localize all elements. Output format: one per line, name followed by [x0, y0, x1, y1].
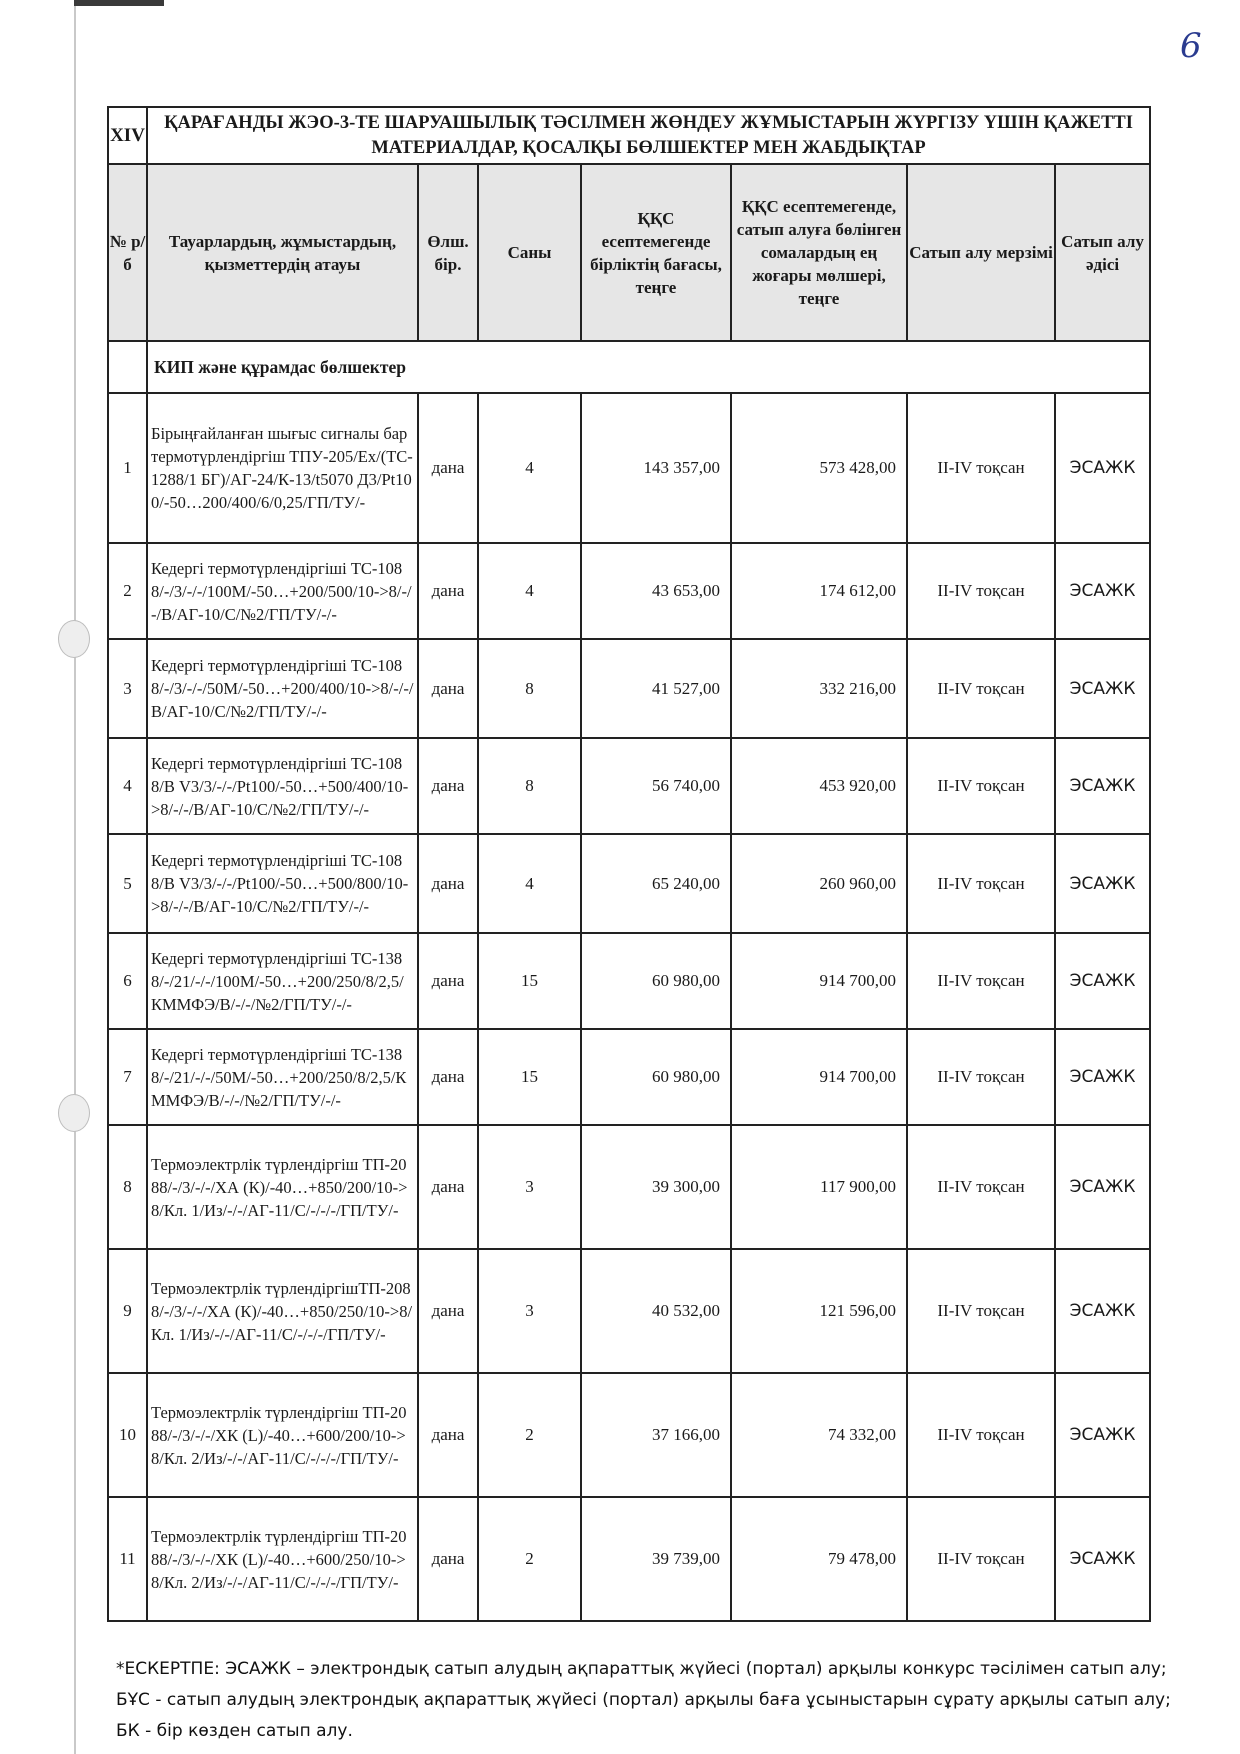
col-header-total: ҚҚС есептемегенде, сатып алуға бөлінген сомалардың ең жоғары мөлшері, теңге	[731, 164, 907, 341]
col-header-period: Сатып алу мерзімі	[907, 164, 1055, 341]
quantity: 8	[478, 639, 581, 738]
section-header-row	[108, 107, 1150, 164]
total-amount: 174 612,00	[731, 543, 907, 639]
row-number: 4	[108, 738, 147, 834]
total-amount: 117 900,00	[731, 1125, 907, 1249]
punch-hole	[58, 1094, 90, 1132]
scan-edge-mark	[74, 0, 164, 6]
unit: дана	[418, 1497, 478, 1621]
row-number: 2	[108, 543, 147, 639]
purchase-period: II-IV тоқсан	[907, 1497, 1055, 1621]
item-name: Кедергі термотүрлендіргіші ТС-1088/-/3/-/-/50М/-50…+200/400/10->8/-/-/В/АГ-10/С/№2/ГП/ТУ/-/-	[147, 639, 418, 738]
table-row	[108, 1497, 1150, 1621]
unit-price: 60 980,00	[581, 1029, 731, 1125]
section-number: XIV	[108, 107, 147, 164]
purchase-method: ЭСАЖК	[1055, 1497, 1150, 1621]
row-number: 3	[108, 639, 147, 738]
total-amount: 453 920,00	[731, 738, 907, 834]
item-name: Термоэлектрлік түрлендіргіш ТП-2088/-/3/-/-/ХК (L)/-40…+600/200/10->8/Кл. 2/Из/-/-/АГ-11/С/-/-/-/ГП/ТУ/-	[147, 1373, 418, 1497]
col-header-qty: Саны	[478, 164, 581, 341]
row-number: 9	[108, 1249, 147, 1373]
scan-edge-line	[74, 0, 76, 1754]
unit-price: 60 980,00	[581, 933, 731, 1029]
unit-price: 143 357,00	[581, 393, 731, 543]
footnote-line: БҰС - сатып алудың электрондық ақпараттық жүйесі (портал) арқылы баға ұсыныстарын сұрату арқылы сатып алу;	[116, 1690, 1171, 1710]
purchase-period: II-IV тоқсан	[907, 933, 1055, 1029]
purchase-period: II-IV тоқсан	[907, 639, 1055, 738]
quantity: 3	[478, 1249, 581, 1373]
total-amount: 74 332,00	[731, 1373, 907, 1497]
unit: дана	[418, 738, 478, 834]
unit-price: 39 739,00	[581, 1497, 731, 1621]
row-number: 10	[108, 1373, 147, 1497]
table-row	[108, 834, 1150, 933]
row-number: 1	[108, 393, 147, 543]
table-row	[108, 933, 1150, 1029]
purchase-method: ЭСАЖК	[1055, 933, 1150, 1029]
table-row	[108, 543, 1150, 639]
item-name: Кедергі термотүрлендіргіші ТС-1388/-/21/-/-/50М/-50…+200/250/8/2,5/КММФЭ/В/-/-/№2/ГП/ТУ/-/-	[147, 1029, 418, 1125]
unit-price: 41 527,00	[581, 639, 731, 738]
row-number: 11	[108, 1497, 147, 1621]
item-name: Кедергі термотүрлендіргіші ТС-1088/В V3/3/-/-/Pt100/-50…+500/800/10->8/-/-/В/АГ-10/С/№2/ГП/ТУ/-/-	[147, 834, 418, 933]
item-name: Бірыңғайланған шығыс сигналы бар термотүрлендіргіш ТПУ-205/Ex/(ТС-1288/1 БГ)/АГ-24/К-13/t5070 Д3/Pt100/-50…200/400/6/0,25/ГП/ТУ/-	[147, 393, 418, 543]
purchase-period: II-IV тоқсан	[907, 1373, 1055, 1497]
table-row	[108, 1125, 1150, 1249]
unit: дана	[418, 1125, 478, 1249]
table-row	[108, 1249, 1150, 1373]
item-name: Термоэлектрлік түрлендіргіш ТП-2088/-/3/-/-/ХА (К)/-40…+850/200/10->8/Кл. 1/Из/-/-/АГ-11/С/-/-/-/ГП/ТУ/-	[147, 1125, 418, 1249]
total-amount: 914 700,00	[731, 1029, 907, 1125]
footnote-line: БК - бір көзден сатып алу.	[116, 1721, 353, 1741]
purchase-method: ЭСАЖК	[1055, 834, 1150, 933]
punch-hole	[58, 620, 90, 658]
col-header-method: Сатып алу әдісі	[1055, 164, 1150, 341]
purchase-period: II-IV тоқсан	[907, 1029, 1055, 1125]
total-amount: 332 216,00	[731, 639, 907, 738]
purchase-period: II-IV тоқсан	[907, 834, 1055, 933]
footnote-line: *ЕСКЕРТПЕ: ЭСАЖК – электрондық сатып алудың ақпараттық жүйесі (портал) арқылы конкурс тәсілімен сатып алу;	[116, 1659, 1167, 1679]
total-amount: 79 478,00	[731, 1497, 907, 1621]
purchase-period: II-IV тоқсан	[907, 738, 1055, 834]
purchase-period: II-IV тоқсан	[907, 1249, 1055, 1373]
row-number: 6	[108, 933, 147, 1029]
page-number: 6	[1180, 26, 1202, 66]
quantity: 4	[478, 543, 581, 639]
purchase-method: ЭСАЖК	[1055, 1249, 1150, 1373]
category-spacer	[108, 341, 147, 393]
quantity: 2	[478, 1497, 581, 1621]
purchase-period: II-IV тоқсан	[907, 543, 1055, 639]
table-row	[108, 393, 1150, 543]
quantity: 3	[478, 1125, 581, 1249]
quantity: 15	[478, 933, 581, 1029]
item-name: Термоэлектрлік түрлендіргіш ТП-2088/-/3/-/-/ХК (L)/-40…+600/250/10->8/Кл. 2/Из/-/-/АГ-11/С/-/-/-/ГП/ТУ/-	[147, 1497, 418, 1621]
unit: дана	[418, 393, 478, 543]
purchase-period: II-IV тоқсан	[907, 1125, 1055, 1249]
quantity: 4	[478, 393, 581, 543]
unit: дана	[418, 639, 478, 738]
quantity: 2	[478, 1373, 581, 1497]
category-row	[108, 341, 1150, 393]
unit: дана	[418, 1029, 478, 1125]
unit-price: 37 166,00	[581, 1373, 731, 1497]
table-row	[108, 639, 1150, 738]
category-label: КИП және құрамдас бөлшектер	[147, 341, 1150, 393]
unit: дана	[418, 834, 478, 933]
unit-price: 39 300,00	[581, 1125, 731, 1249]
purchase-method: ЭСАЖК	[1055, 1373, 1150, 1497]
col-header-price: ҚҚС есептемегенде бірліктің бағасы, теңге	[581, 164, 731, 341]
row-number: 8	[108, 1125, 147, 1249]
table-row	[108, 1029, 1150, 1125]
table-row	[108, 738, 1150, 834]
unit: дана	[418, 543, 478, 639]
col-header-num: № р/б	[108, 164, 147, 341]
unit-price: 56 740,00	[581, 738, 731, 834]
total-amount: 260 960,00	[731, 834, 907, 933]
item-name: Кедергі термотүрлендіргіші ТС-1088/-/3/-/-/100М/-50…+200/500/10->8/-/-/В/АГ-10/С/№2/ГП/ТУ/-/-	[147, 543, 418, 639]
table-row	[108, 1373, 1150, 1497]
purchase-method: ЭСАЖК	[1055, 393, 1150, 543]
row-number: 5	[108, 834, 147, 933]
item-name: Термоэлектрлік түрлендіргішТП-2088/-/3/-/-/ХА (К)/-40…+850/250/10->8/Кл. 1/Из/-/-/АГ-11/С/-/-/-/ГП/ТУ/-	[147, 1249, 418, 1373]
unit: дана	[418, 933, 478, 1029]
row-number: 7	[108, 1029, 147, 1125]
unit-price: 40 532,00	[581, 1249, 731, 1373]
quantity: 15	[478, 1029, 581, 1125]
unit-price: 43 653,00	[581, 543, 731, 639]
item-name: Кедергі термотүрлендіргіші ТС-1088/В V3/3/-/-/Pt100/-50…+500/400/10->8/-/-/В/АГ-10/С/№2/ГП/ТУ/-/-	[147, 738, 418, 834]
purchase-method: ЭСАЖК	[1055, 738, 1150, 834]
unit-price: 65 240,00	[581, 834, 731, 933]
col-header-name: Тауарлардың, жұмыстардың, қызметтердің атауы	[147, 164, 418, 341]
total-amount: 573 428,00	[731, 393, 907, 543]
purchase-method: ЭСАЖК	[1055, 639, 1150, 738]
col-header-unit: Өлш. бір.	[418, 164, 478, 341]
purchase-period: II-IV тоқсан	[907, 393, 1055, 543]
procurement-table	[107, 106, 1151, 1622]
section-title: ҚАРАҒАНДЫ ЖЭО-3-ТЕ ШАРУАШЫЛЫҚ ТӘСІЛМЕН ЖӨНДЕУ ЖҰМЫСТАРЫН ЖҮРГІЗУ ҮШІН ҚАЖЕТТІ МАТЕРИАЛДАР, ҚОСАЛҚЫ БӨЛШЕКТЕР МЕН ЖАБДЫҚТАР	[147, 107, 1150, 164]
unit: дана	[418, 1373, 478, 1497]
purchase-method: ЭСАЖК	[1055, 1125, 1150, 1249]
total-amount: 914 700,00	[731, 933, 907, 1029]
purchase-method: ЭСАЖК	[1055, 1029, 1150, 1125]
column-header-row	[108, 164, 1150, 341]
unit: дана	[418, 1249, 478, 1373]
quantity: 4	[478, 834, 581, 933]
item-name: Кедергі термотүрлендіргіші ТС-1388/-/21/-/-/100М/-50…+200/250/8/2,5/КММФЭ/В/-/-/№2/ГП/ТУ/-/-	[147, 933, 418, 1029]
footnote	[116, 1654, 1171, 1747]
purchase-method: ЭСАЖК	[1055, 543, 1150, 639]
quantity: 8	[478, 738, 581, 834]
total-amount: 121 596,00	[731, 1249, 907, 1373]
